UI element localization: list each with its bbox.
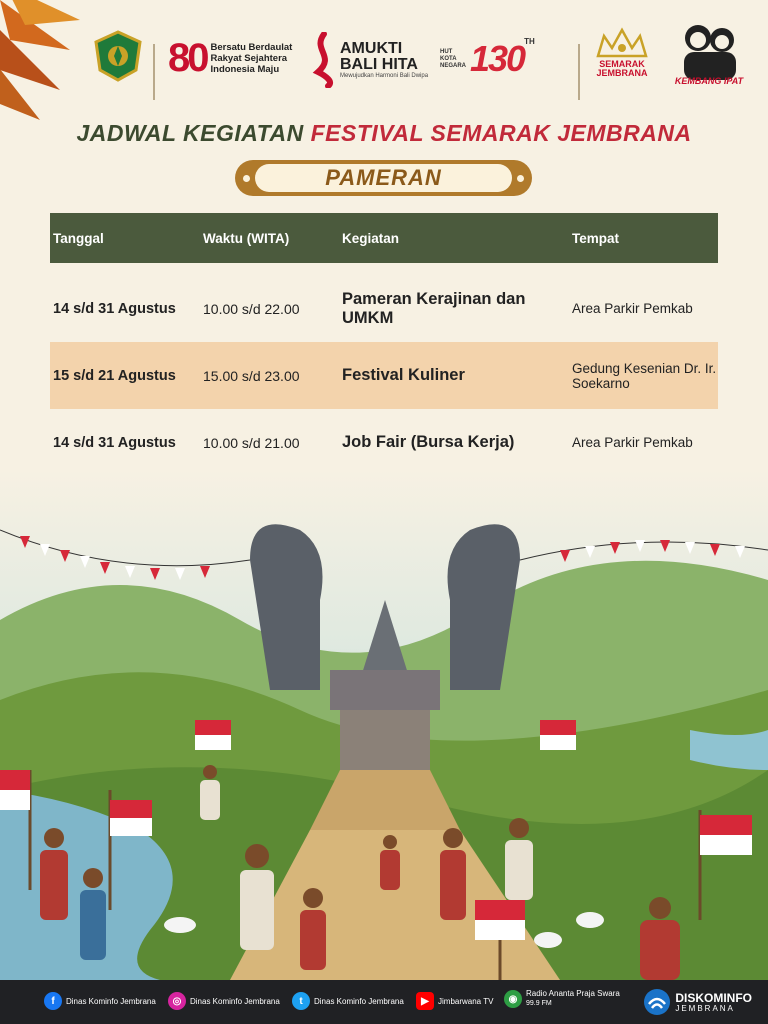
diskominfo-brand — [643, 988, 752, 1016]
cell-tempat: Gedung Kesenian Dr. Ir. Soekarno — [572, 360, 717, 391]
cell-waktu: 10.00 s/d 22.00 — [203, 300, 300, 317]
radio-line2: 99.9 FM — [526, 1000, 552, 1007]
logo-bar — [0, 14, 768, 104]
cell-tempat: Area Parkir Pemkab — [572, 301, 693, 316]
amukti-mark-icon — [310, 32, 340, 88]
amukti-line2: BALI HITA — [340, 56, 418, 73]
table-header — [50, 213, 718, 263]
cell-tanggal: 15 s/d 21 Agustus — [53, 367, 176, 384]
festival-illustration — [0, 470, 768, 980]
cell-waktu: 10.00 s/d 21.00 — [203, 434, 300, 451]
radio-icon: ◉ — [504, 990, 522, 1008]
cell-kegiatan: Pameran Kerajinan dan UMKM — [342, 289, 526, 327]
header-waktu: Waktu (WITA) — [203, 230, 290, 246]
header-kegiatan: Kegiatan — [342, 230, 400, 246]
diskominfo-logo-icon — [643, 988, 671, 1016]
amukti-sub: Mewujudkan Harmoni Bali Dwipa — [340, 73, 429, 79]
hut80-line1: Bersatu Berdaulat — [210, 42, 293, 53]
amukti-line1: AMUKTI — [340, 40, 403, 57]
cell-tanggal: 14 s/d 31 Agustus — [53, 434, 176, 451]
table-row — [50, 275, 718, 342]
hut-number: 130 — [470, 38, 525, 79]
brand-line1: DISKOMINFO — [675, 990, 752, 1005]
hut80-line2: Rakyat Sejahtera — [210, 53, 288, 64]
social-instagram[interactable] — [168, 992, 280, 1010]
semarak-line2: JEMBRANA — [596, 68, 648, 78]
instagram-icon: ◎ — [168, 992, 186, 1010]
social-youtube[interactable] — [416, 992, 493, 1010]
instagram-label: Dinas Kominfo Jembrana — [190, 996, 280, 1006]
cell-kegiatan: Job Fair (Bursa Kerja) — [342, 433, 515, 451]
amukti-logo — [310, 32, 428, 88]
social-twitter[interactable] — [292, 992, 404, 1010]
cell-waktu: 15.00 s/d 23.00 — [203, 367, 300, 384]
hut-small3: NEGARA — [440, 62, 467, 69]
semarak-line1: SEMARAK — [599, 59, 645, 69]
semarak-crown-icon — [594, 26, 650, 60]
title-part1: JADWAL KEGIATAN — [76, 120, 304, 146]
hut-suffix: TH — [524, 37, 535, 46]
table-row — [50, 342, 718, 409]
header-tanggal: Tanggal — [53, 230, 104, 246]
youtube-icon: ▶ — [416, 992, 434, 1010]
twitter-label: Dinas Kominfo Jembrana — [314, 996, 404, 1006]
youtube-label: Jimbarwana TV — [438, 996, 494, 1006]
hut80-number: 80 — [168, 36, 207, 80]
hut80-line3: Indonesia Maju — [210, 64, 280, 75]
logo-separator — [578, 44, 580, 100]
header-tempat: Tempat — [572, 230, 620, 246]
twitter-icon: t — [292, 992, 310, 1010]
hut-small2: KOTA — [440, 55, 457, 62]
table-row — [50, 409, 718, 476]
section-label: PAMERAN — [255, 164, 512, 192]
page-title — [0, 120, 768, 147]
jembrana-emblem — [92, 30, 144, 82]
social-facebook[interactable] — [44, 992, 156, 1010]
facebook-label: Dinas Kominfo Jembrana — [66, 996, 156, 1006]
title-part2: FESTIVAL SEMARAK JEMBRANA — [310, 120, 692, 146]
facebook-icon: f — [44, 992, 62, 1010]
semarak-jembrana-logo — [594, 26, 650, 78]
cell-kegiatan: Festival Kuliner — [342, 366, 465, 384]
section-pill — [235, 160, 532, 196]
brand-line2: JEMBRANA — [675, 1003, 735, 1013]
pill-dot — [243, 175, 250, 182]
radio-line1: Radio Ananta Praja Swara — [526, 989, 620, 998]
pill-dot — [517, 175, 524, 182]
hut-kota-negara-logo — [440, 38, 535, 80]
cell-tanggal: 14 s/d 31 Agustus — [53, 300, 176, 317]
schedule-table — [50, 213, 718, 476]
footer-bar — [0, 980, 768, 1024]
kembang-ipat-logo — [674, 16, 744, 86]
kembang-text: KEMBANG IPAT — [674, 76, 744, 86]
cell-tempat: Area Parkir Pemkab — [572, 435, 693, 450]
hut-small1: HUT — [440, 48, 453, 55]
hut-ri-80-logo — [168, 36, 292, 81]
social-radio[interactable] — [504, 989, 620, 1009]
logo-separator — [153, 44, 155, 100]
